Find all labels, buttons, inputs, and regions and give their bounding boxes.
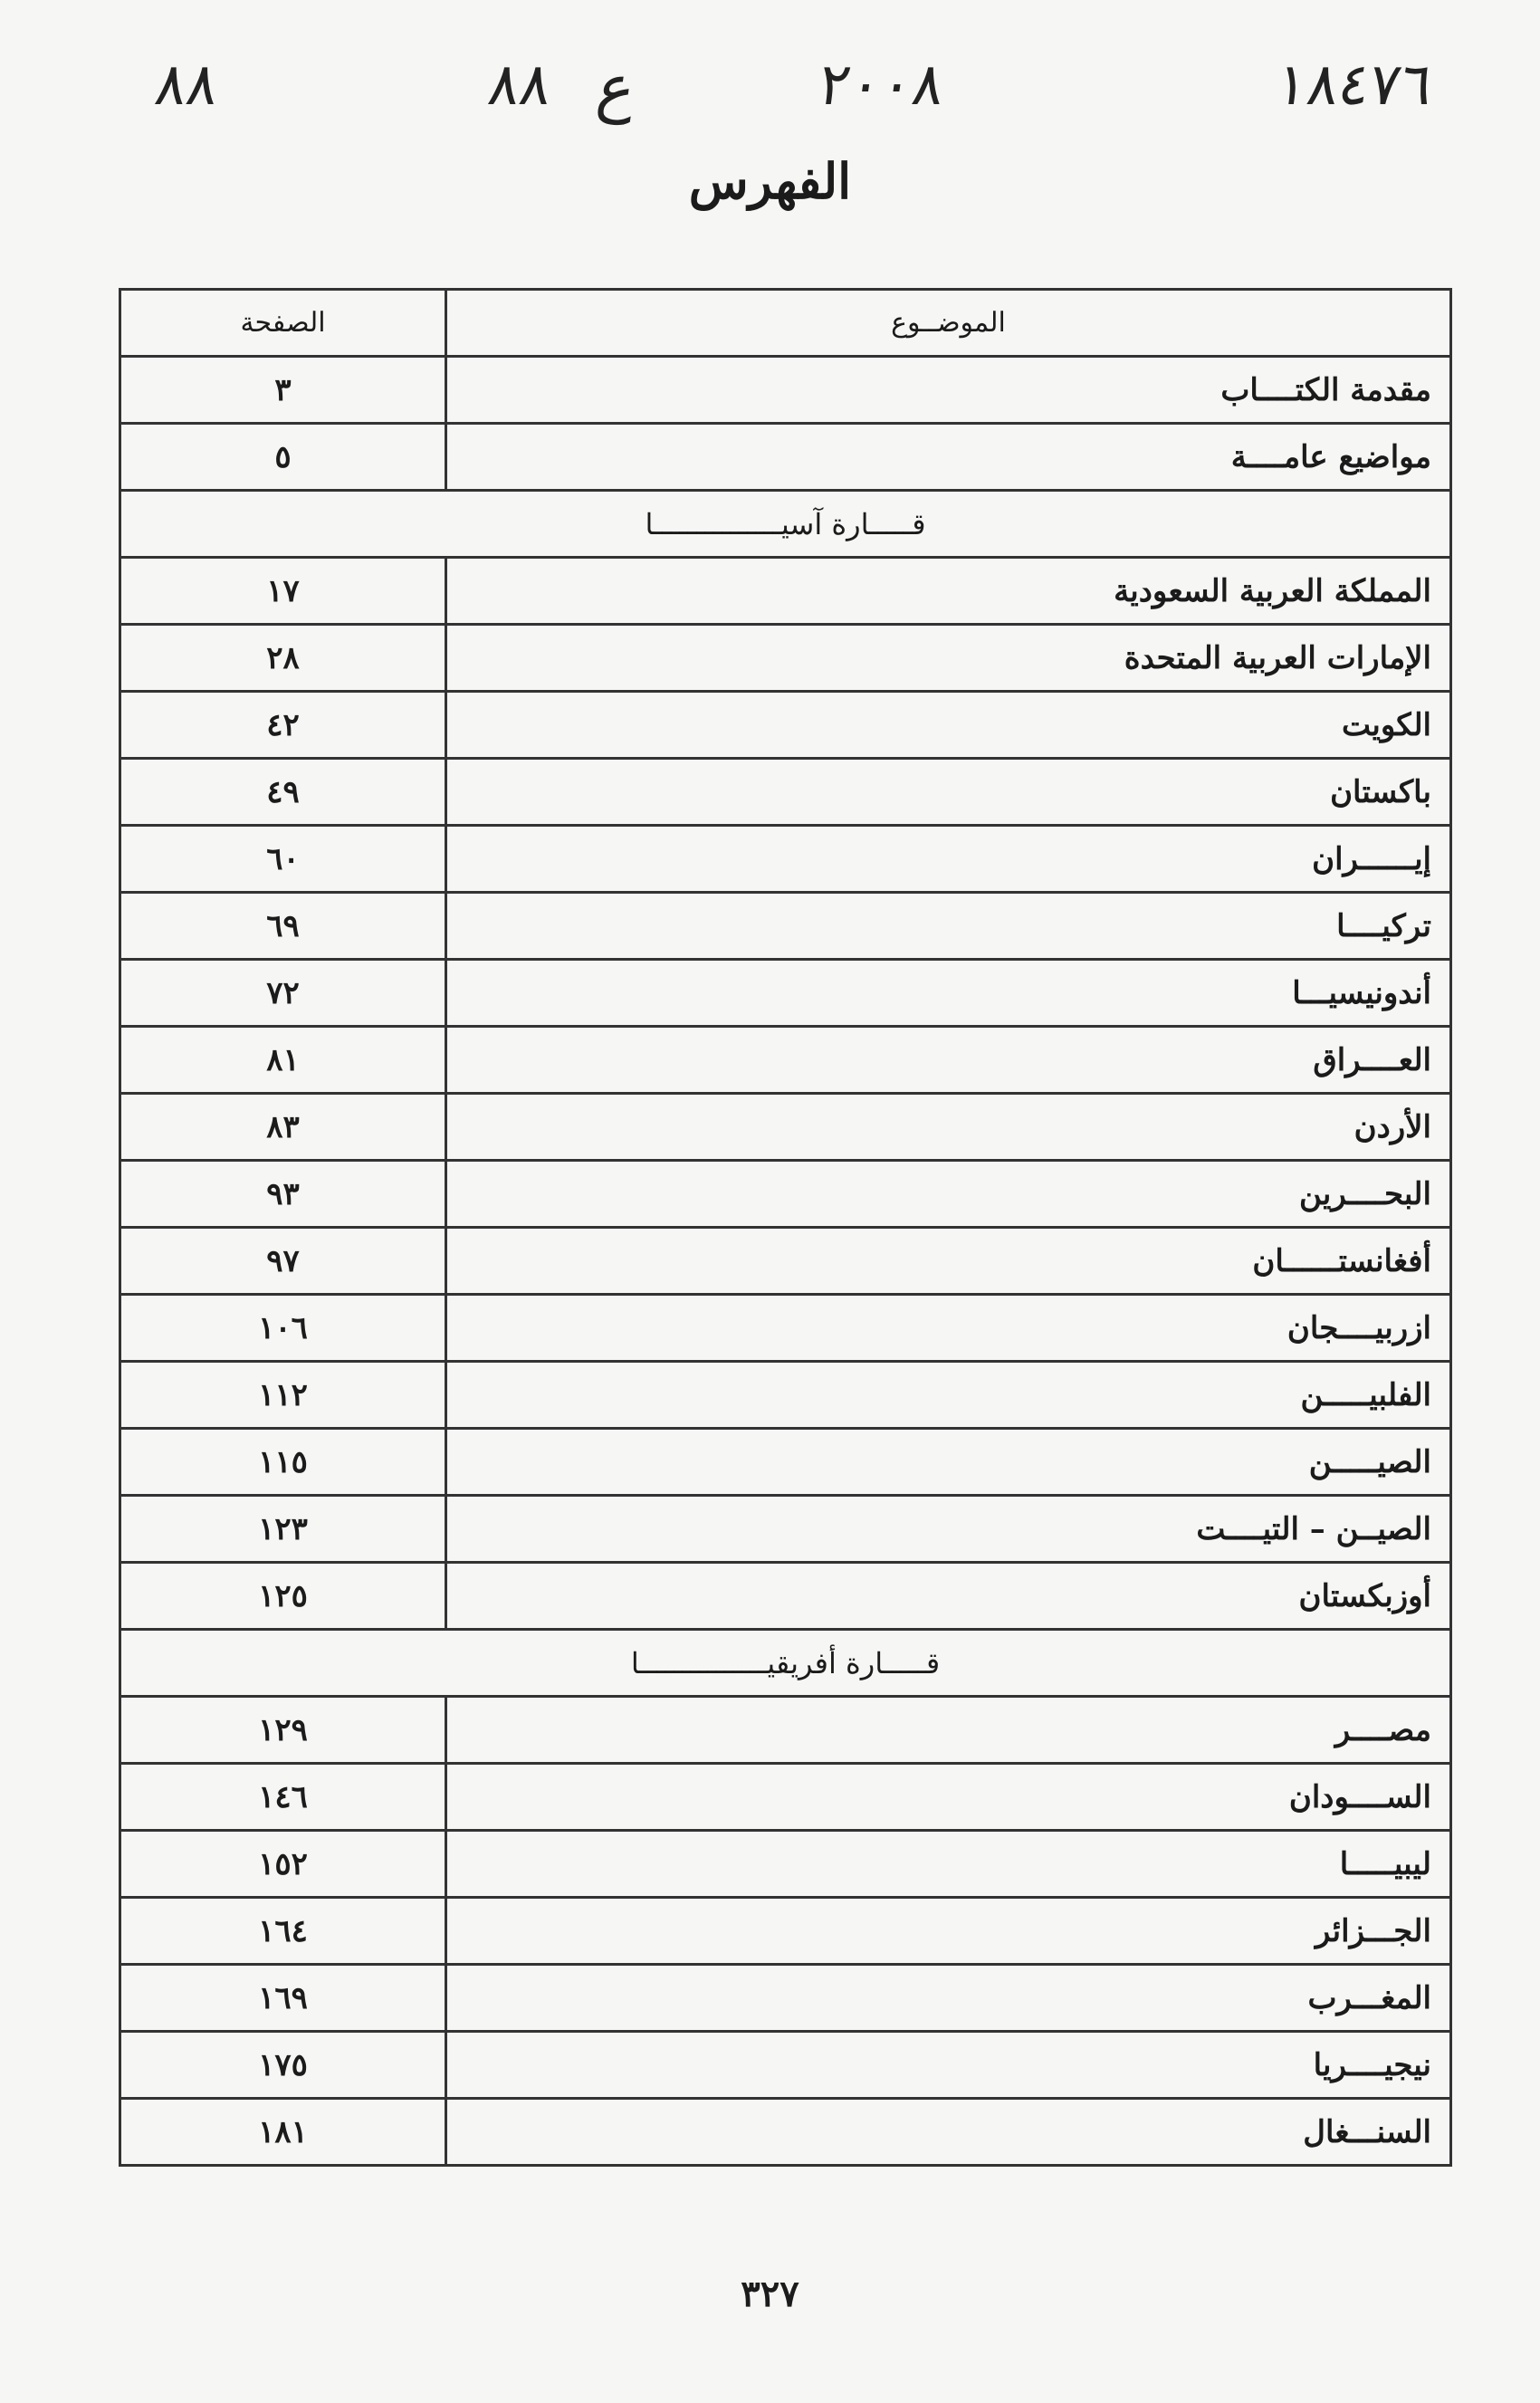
table-row — [120, 2032, 1451, 2099]
entry-topic: مواضيع عامــــة — [446, 424, 1451, 491]
entry-page: ١٥٢ — [120, 1831, 446, 1898]
section-row — [120, 1630, 1451, 1697]
entry-page: ٦٠ — [120, 826, 446, 893]
entry-page: ٦٩ — [120, 893, 446, 960]
entry-topic: ازربيــــجان — [446, 1295, 1451, 1362]
entry-topic: الفلبيـــــن — [446, 1362, 1451, 1429]
entry-page: ٨٣ — [120, 1094, 446, 1161]
entry-page: ٧٢ — [120, 960, 446, 1027]
handwritten-annotation-left: ٨٨ — [150, 52, 223, 119]
entry-page: ١٨١ — [120, 2099, 446, 2166]
table-row — [120, 1161, 1451, 1228]
entry-topic: الصيـــــن — [446, 1429, 1451, 1496]
entry-page: ٣ — [120, 357, 446, 424]
entry-page: ١٤٦ — [120, 1764, 446, 1831]
entry-page: ٨١ — [120, 1027, 446, 1094]
entry-page: ١٢٩ — [120, 1697, 446, 1764]
entry-page: ١٢٣ — [120, 1496, 446, 1563]
entry-topic: الســــودان — [446, 1764, 1451, 1831]
entry-topic: مقدمة الكتــــاب — [446, 357, 1451, 424]
table-header-row — [120, 290, 1451, 357]
entry-page: ١٠٦ — [120, 1295, 446, 1362]
table-row — [120, 1362, 1451, 1429]
table-row — [120, 893, 1451, 960]
entry-topic: باكستان — [446, 759, 1451, 826]
entry-topic: مصــــر — [446, 1697, 1451, 1764]
section-heading: قـــــارة أفريقيـــــــــــــــا — [120, 1630, 1451, 1697]
entry-page: ٤٢ — [120, 692, 446, 759]
table-row — [120, 1965, 1451, 2032]
handwritten-annotation-number: ٨٨ — [483, 52, 556, 119]
table-row — [120, 1764, 1451, 1831]
entry-page: ١٦٤ — [120, 1898, 446, 1965]
table-body — [120, 357, 1451, 2166]
table-row — [120, 1094, 1451, 1161]
table-of-contents — [119, 288, 1452, 2167]
entry-page: ١١٢ — [120, 1362, 446, 1429]
table-row — [120, 1831, 1451, 1898]
entry-page: ١٢٥ — [120, 1563, 446, 1630]
table-row — [120, 625, 1451, 692]
entry-topic: ليبيـــــا — [446, 1831, 1451, 1898]
handwritten-annotation-letter: ع — [592, 51, 641, 125]
table-row — [120, 1898, 1451, 1965]
table-row — [120, 1295, 1451, 1362]
entry-page: ٥ — [120, 424, 446, 491]
entry-page: ٤٩ — [120, 759, 446, 826]
entry-page: ١٦٩ — [120, 1965, 446, 2032]
entry-topic: البحــــرين — [446, 1161, 1451, 1228]
table-row — [120, 1496, 1451, 1563]
handwritten-annotation-right: ١٨٤٧٦ — [1271, 52, 1438, 119]
entry-topic: إيــــــران — [446, 826, 1451, 893]
table-row — [120, 1429, 1451, 1496]
entry-topic: الجـــزائر — [446, 1898, 1451, 1965]
entry-page: ١٧٥ — [120, 2032, 446, 2099]
table-row — [120, 1027, 1451, 1094]
entry-topic: الكويت — [446, 692, 1451, 759]
table-row — [120, 1563, 1451, 1630]
table-row — [120, 759, 1451, 826]
entry-topic: الأردن — [446, 1094, 1451, 1161]
entry-topic: المملكة العربية السعودية — [446, 558, 1451, 625]
entry-topic: الإمارات العربية المتحدة — [446, 625, 1451, 692]
table-row — [120, 357, 1451, 424]
table-row — [120, 692, 1451, 759]
table-row — [120, 2099, 1451, 2166]
entry-topic: السنـــغال — [446, 2099, 1451, 2166]
entry-page: ٩٣ — [120, 1161, 446, 1228]
entry-page: ٢٨ — [120, 625, 446, 692]
entry-topic: العــــراق — [446, 1027, 1451, 1094]
entry-topic: أفغانستــــــان — [446, 1228, 1451, 1295]
table-row — [120, 1228, 1451, 1295]
table-row — [120, 826, 1451, 893]
entry-page: ١٧ — [120, 558, 446, 625]
table-row — [120, 558, 1451, 625]
page-number: ٣٢٧ — [741, 2273, 799, 2315]
entry-topic: المغـــرب — [446, 1965, 1451, 2032]
entry-topic: الصيــن – التيــــت — [446, 1496, 1451, 1563]
table-row — [120, 1697, 1451, 1764]
entry-page: ٩٧ — [120, 1228, 446, 1295]
entry-topic: نيجيــــريا — [446, 2032, 1451, 2099]
header-page: الصفحة — [120, 290, 446, 357]
table-row — [120, 424, 1451, 491]
entry-topic: تركيــــا — [446, 893, 1451, 960]
page-title: الفهرس — [688, 152, 852, 210]
entry-topic: أندونيسيـــا — [446, 960, 1451, 1027]
handwritten-annotation-year: ٢٠٠٨ — [814, 52, 949, 119]
entry-topic: أوزبكستان — [446, 1563, 1451, 1630]
entry-page: ١١٥ — [120, 1429, 446, 1496]
table-row — [120, 960, 1451, 1027]
header-topic: الموضــوع — [446, 290, 1451, 357]
section-row — [120, 491, 1451, 558]
section-heading: قـــــارة آسيـــــــــــــــا — [120, 491, 1451, 558]
